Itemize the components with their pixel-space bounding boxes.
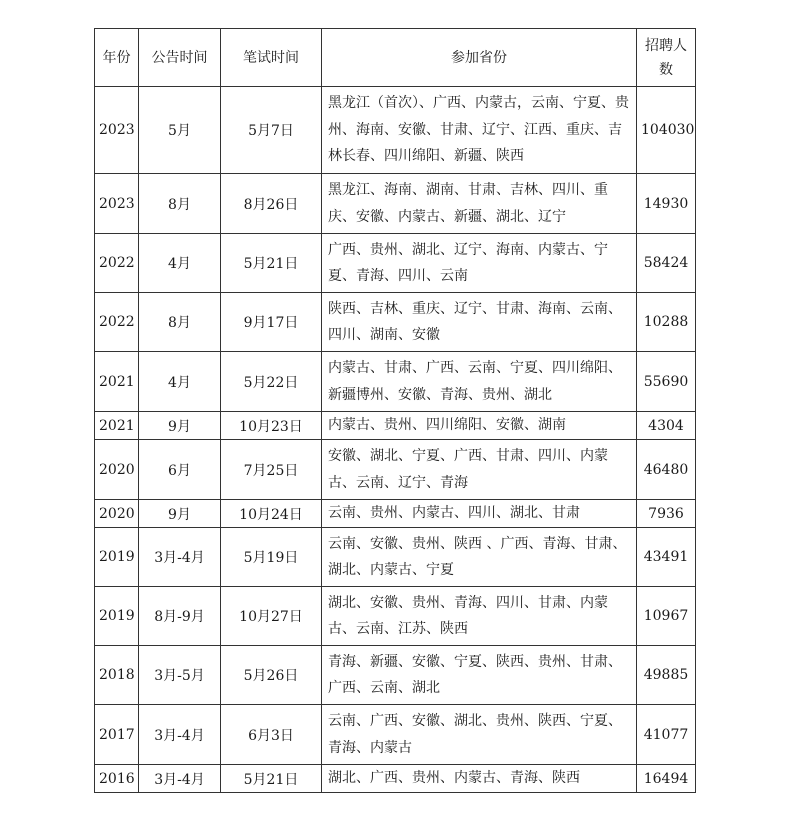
cell-announce: 3月-4月: [139, 705, 221, 765]
cell-provinces: 云南、贵州、内蒙古、四川、湖北、甘肃: [322, 500, 637, 528]
cell-year: 2020: [95, 500, 139, 528]
cell-provinces: 云南、安徽、贵州、陕西 、广西、青海、甘肃、湖北、内蒙古、宁夏: [322, 528, 637, 587]
cell-count: 10967: [637, 587, 696, 646]
table-row: [95, 765, 696, 793]
cell-announce: 6月: [139, 440, 221, 500]
cell-count: 43491: [637, 528, 696, 587]
cell-announce: 9月: [139, 412, 221, 440]
cell-count: 7936: [637, 500, 696, 528]
table-row: [95, 352, 696, 412]
cell-year: 2021: [95, 352, 139, 412]
cell-announce: 8月: [139, 293, 221, 352]
cell-year: 2023: [95, 87, 139, 174]
table-row: [95, 528, 696, 587]
cell-year: 2023: [95, 174, 139, 234]
cell-count: 55690: [637, 352, 696, 412]
table-row: [95, 646, 696, 705]
cell-provinces: 湖北、安徽、贵州、青海、四川、甘肃、内蒙古、云南、江苏、陕西: [322, 587, 637, 646]
table-body: [95, 87, 696, 793]
cell-year: 2017: [95, 705, 139, 765]
cell-provinces: 湖北、广西、贵州、内蒙古、青海、陕西: [322, 765, 637, 793]
recruitment-table: [94, 28, 696, 793]
table-row: [95, 500, 696, 528]
cell-exam: 9月17日: [221, 293, 322, 352]
cell-count: 14930: [637, 174, 696, 234]
cell-announce: 8月-9月: [139, 587, 221, 646]
cell-announce: 8月: [139, 174, 221, 234]
cell-exam: 10月24日: [221, 500, 322, 528]
cell-year: 2021: [95, 412, 139, 440]
header-exam-time: 笔试时间: [221, 29, 322, 87]
table-row: [95, 174, 696, 234]
cell-announce: 5月: [139, 87, 221, 174]
cell-count: 10288: [637, 293, 696, 352]
header-provinces: 参加省份: [322, 29, 637, 87]
header-recruit-count: 招聘人数: [637, 29, 696, 87]
cell-announce: 3月-4月: [139, 765, 221, 793]
cell-exam: 6月3日: [221, 705, 322, 765]
table-row: [95, 412, 696, 440]
table-row: [95, 587, 696, 646]
cell-provinces: 青海、新疆、安徽、宁夏、陕西、贵州、甘肃、广西、云南、湖北: [322, 646, 637, 705]
cell-year: 2022: [95, 293, 139, 352]
table-header: [95, 29, 696, 87]
cell-provinces: 陕西、吉林、重庆、辽宁、甘肃、海南、云南、四川、湖南、安徽: [322, 293, 637, 352]
cell-exam: 5月19日: [221, 528, 322, 587]
cell-count: 46480: [637, 440, 696, 500]
cell-announce: 4月: [139, 352, 221, 412]
table-row: [95, 705, 696, 765]
cell-year: 2018: [95, 646, 139, 705]
cell-exam: 10月23日: [221, 412, 322, 440]
cell-provinces: 内蒙古、贵州、四川绵阳、安徽、湖南: [322, 412, 637, 440]
cell-provinces: 黑龙江、海南、湖南、甘肃、吉林、四川、重庆、安徽、内蒙古、新疆、湖北、辽宁: [322, 174, 637, 234]
cell-provinces: 黑龙江（首次）、广西、内蒙古，云南、宁夏、贵州、海南、安徽、甘肃、辽宁、江西、重庆、吉林长春、四川绵阳、新疆、陕西: [322, 87, 637, 174]
table-row: [95, 293, 696, 352]
header-announce-time: 公告时间: [139, 29, 221, 87]
cell-count: 4304: [637, 412, 696, 440]
table-row: [95, 440, 696, 500]
cell-exam: 5月21日: [221, 234, 322, 293]
table-row: [95, 87, 696, 174]
cell-year: 2019: [95, 528, 139, 587]
cell-count: 41077: [637, 705, 696, 765]
cell-year: 2019: [95, 587, 139, 646]
cell-provinces: 云南、广西、安徽、湖北、贵州、陕西、宁夏、青海、内蒙古: [322, 705, 637, 765]
cell-year: 2022: [95, 234, 139, 293]
header-row: [95, 29, 696, 87]
header-year: 年份: [95, 29, 139, 87]
cell-announce: 3月-4月: [139, 528, 221, 587]
cell-year: 2020: [95, 440, 139, 500]
cell-announce: 9月: [139, 500, 221, 528]
cell-provinces: 安徽、湖北、宁夏、广西、甘肃、四川、内蒙古、云南、辽宁、青海: [322, 440, 637, 500]
cell-exam: 5月21日: [221, 765, 322, 793]
cell-exam: 5月7日: [221, 87, 322, 174]
cell-year: 2016: [95, 765, 139, 793]
cell-provinces: 广西、贵州、湖北、辽宁、海南、内蒙古、宁夏、青海、四川、云南: [322, 234, 637, 293]
cell-provinces: 内蒙古、甘肃、广西、云南、宁夏、四川绵阳、新疆博州、安徽、青海、贵州、湖北: [322, 352, 637, 412]
cell-count: 58424: [637, 234, 696, 293]
cell-count: 49885: [637, 646, 696, 705]
cell-announce: 3月-5月: [139, 646, 221, 705]
cell-count: 16494: [637, 765, 696, 793]
cell-exam: 5月26日: [221, 646, 322, 705]
cell-exam: 5月22日: [221, 352, 322, 412]
cell-exam: 10月27日: [221, 587, 322, 646]
table-row: [95, 234, 696, 293]
cell-exam: 7月25日: [221, 440, 322, 500]
cell-announce: 4月: [139, 234, 221, 293]
cell-count: 104030: [637, 87, 696, 174]
cell-exam: 8月26日: [221, 174, 322, 234]
